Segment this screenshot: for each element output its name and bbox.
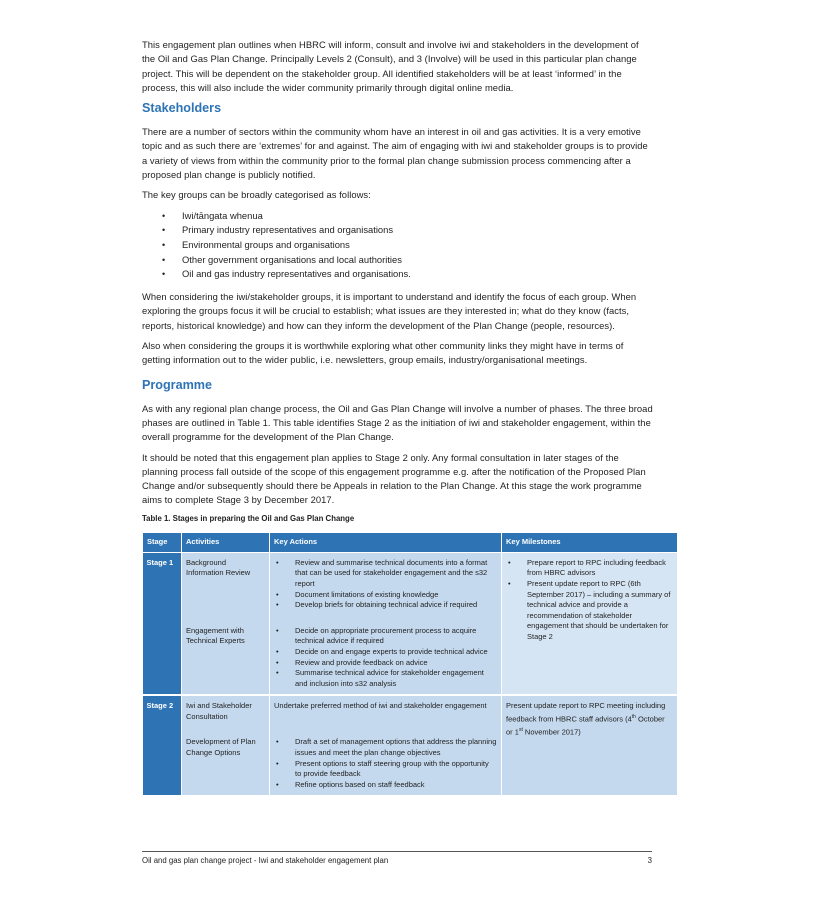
page-footer xyxy=(142,851,652,865)
milestones-cell xyxy=(502,695,678,795)
table-header-row xyxy=(143,532,678,552)
table-row xyxy=(143,552,678,615)
list-item: • Present options to staff steering group with the opportunity to provide feedback xyxy=(274,759,497,780)
actions-cell xyxy=(270,552,502,615)
list-item: • Develop briefs for obtaining technical advice if required xyxy=(274,600,497,611)
list-item: • Review and provide feedback on advice xyxy=(274,658,497,669)
footer-title: Oil and gas plan change project - Iwi and stakeholder engagement plan xyxy=(142,856,389,865)
header-stage: Stage xyxy=(143,532,182,552)
stages-table xyxy=(142,532,678,796)
list-item: • Refine options based on staff feedback xyxy=(274,780,497,791)
list-item: • Prepare report to RPC including feedback from HBRC advisors xyxy=(506,558,673,579)
list-item: • Oil and gas industry representatives and organisations. xyxy=(142,267,654,282)
programme-paragraph-1: As with any regional plan change process, the Oil and Gas Plan Change will involve a number of phases. The three broad phases are outlined in Table 1. This table identifies Stage 2 as the initiation of iwi and stakeholder engagement, within the overall programme for the development of the Plan Change. xyxy=(142,402,653,443)
activity-cell: Engagement with Technical Experts xyxy=(182,616,270,696)
intro-paragraph: This engagement plan outlines when HBRC will inform, consult and involve iwi and stakeholders in the development of the Oil and Gas Plan Change. Principally Levels 2 (Consult), and 3 (Involve) will be used in this particular plan change project. This will be dependent on the stakeholder group. All identified stakeholders will be at least ‘informed’ in the process, this will also include the wider community primarily through digital online media. xyxy=(142,39,639,93)
stakeholders-paragraph-2: The key groups can be broadly categorised as follows: xyxy=(142,189,371,201)
stakeholders-heading: Stakeholders xyxy=(142,101,222,116)
list-item: • Present update report to RPC (6th September 2017) – including a summary of technical advice and provide a recommendation of stakeholder engagement that should be undertaken for Stage 2 xyxy=(506,579,673,643)
list-item: • Summarise technical advice for stakeholder engagement and inclusion into s32 analysis xyxy=(274,668,497,689)
list-item: • Environmental groups and organisations xyxy=(142,238,654,253)
stakeholders-paragraph-4: Also when considering the groups it is worthwhile exploring what other community links they might have in terms of getting information out to the wider public, i.e. newsletters, group emails, industry/organisational meetings. xyxy=(142,340,624,366)
list-item: • Review and summarise technical documents into a format that can be used for stakeholder engagement and the s32 report xyxy=(274,558,497,590)
header-key-milestones: Key Milestones xyxy=(502,532,678,552)
header-activities: Activities xyxy=(182,532,270,552)
stage-2-label: Stage 2 xyxy=(143,695,182,795)
table-row xyxy=(143,695,678,727)
list-item: • Iwi/tāngata whenua xyxy=(142,209,654,224)
list-item: • Other government organisations and local authorities xyxy=(142,253,654,268)
list-item: • Decide on appropriate procurement process to acquire technical advice if required xyxy=(274,626,497,647)
activity-cell: Development of Plan Change Options xyxy=(182,727,270,795)
key-groups-list xyxy=(142,209,654,283)
list-item: • Document limitations of existing knowledge xyxy=(274,590,497,601)
actions-cell xyxy=(270,727,502,795)
list-item: • Primary industry representatives and organisations xyxy=(142,223,654,238)
ordinal-suffix: st xyxy=(518,726,523,733)
actions-cell xyxy=(270,616,502,696)
stage-1-label: Stage 1 xyxy=(143,552,182,695)
list-item: • Draft a set of management options that address the planning issues and meet the plan change objectives xyxy=(274,737,497,758)
activity-cell: Iwi and Stakeholder Consultation xyxy=(182,695,270,727)
ordinal-suffix: th xyxy=(631,713,636,720)
milestone-text: November 2017) xyxy=(522,727,581,737)
milestone-text: Present update report to RPC meeting including feedback from HBRC staff advisors (4 xyxy=(506,701,666,724)
page-number: 3 xyxy=(647,856,652,865)
actions-cell: Undertake preferred method of iwi and stakeholder engagement xyxy=(270,695,502,727)
list-item: • Decide on and engage experts to provide technical advice xyxy=(274,647,497,658)
programme-heading: Programme xyxy=(142,377,212,392)
page-content xyxy=(142,38,671,795)
activity-cell: Background Information Review xyxy=(182,552,270,615)
table-caption: Table 1. Stages in preparing the Oil and Gas Plan Change xyxy=(142,513,355,523)
stakeholders-paragraph-3: When considering the iwi/stakeholder groups, it is important to understand and identify the focus of each group. When exploring the groups focus it will be crucial to establish; what issues are they interested in; what do they know (facts, reports, historical knowledge) and how can they inform the development of the Plan Change (people, resources). xyxy=(142,291,637,331)
milestone-text: October or 1 xyxy=(506,714,665,737)
programme-paragraph-2: It should be noted that this engagement plan applies to Stage 2 only. Any formal consultation in later stages of the planning process fall outside of the scope of this engagement programme e.g. after the notification of the Proposed Plan Change and/or subsequently should there be Appeals in relation to the Plan Change. At this stage the work programme aims to complete Stage 3 by December 2017. xyxy=(142,451,646,506)
header-key-actions: Key Actions xyxy=(270,532,502,552)
milestones-cell xyxy=(502,552,678,695)
stakeholders-paragraph-1: There are a number of sectors within the community whom have an interest in oil and gas activities. It is a very emotive topic and as such there are ‘extremes’ for and against. The aim of engaging with iwi and stakeholder groups is to provide a variety of views from within the community prior to the formal plan change submission process commencing after a proposed plan change is publicly notified. xyxy=(142,126,648,181)
